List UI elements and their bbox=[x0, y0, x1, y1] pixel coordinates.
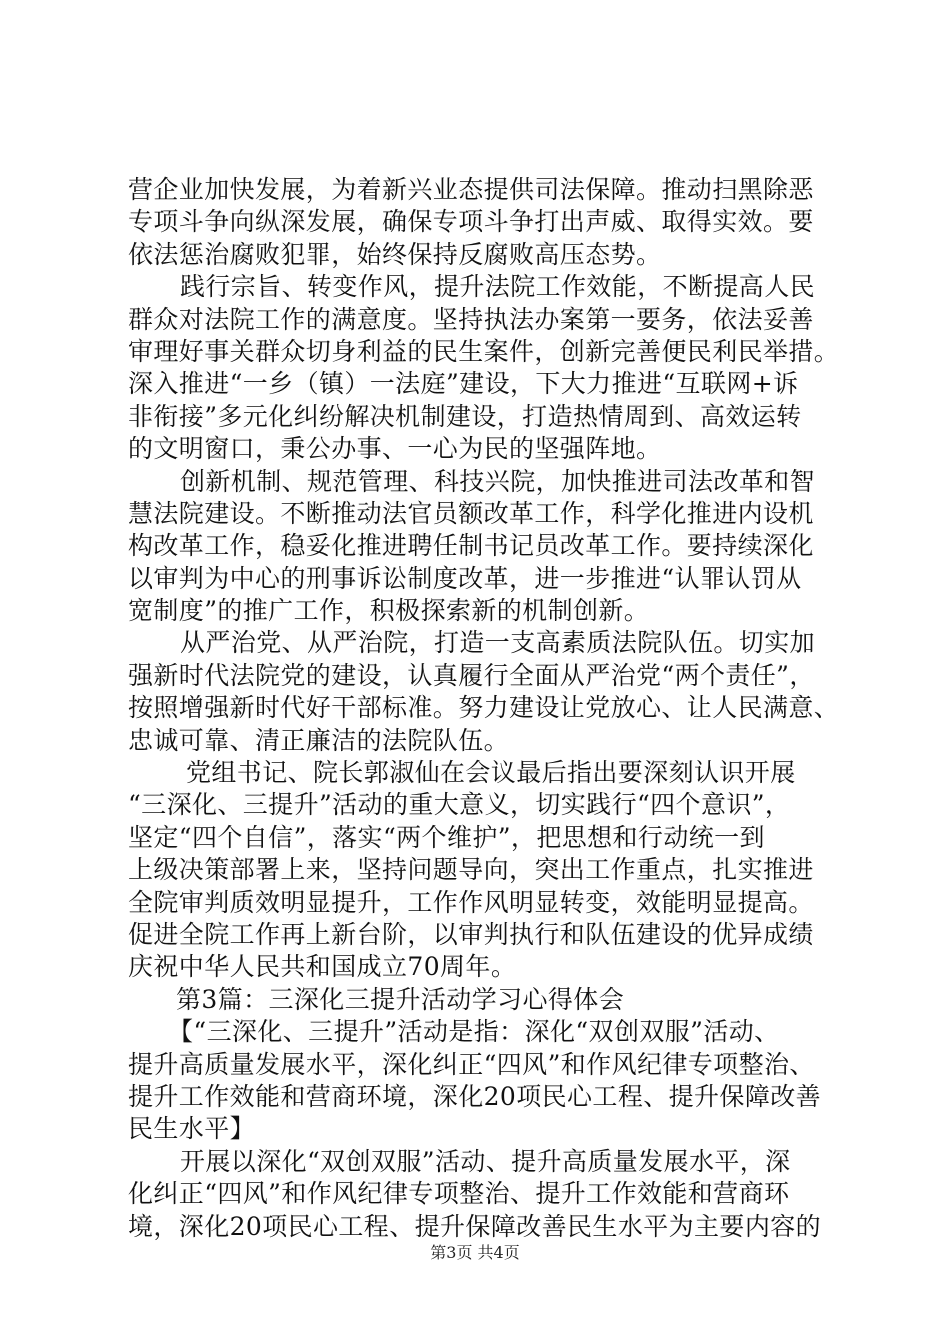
text-line: 依法惩治腐败犯罪，始终保持反腐败高压态势。 bbox=[128, 239, 662, 269]
page-footer: 第3页 共4页 bbox=[430, 1243, 520, 1262]
text-line: 的文明窗口，秉公办事、一心为民的坚强阵地。 bbox=[128, 434, 662, 464]
text-line: 坚定“四个自信”，落实“两个维护”，把思想和行动统一到 bbox=[128, 822, 765, 852]
text-line: 促进全院工作再上新台阶，以审判执行和队伍建设的优异成绩 bbox=[128, 919, 814, 949]
text-line: 专项斗争向纵深发展，确保专项斗争打出声威、取得实效。要 bbox=[128, 207, 814, 237]
text-line: “三深化、三提升”活动的重大意义，切实践行“四个意识”， bbox=[128, 790, 791, 820]
text-line: 忠诚可靠、清正廉洁的法院队伍。 bbox=[128, 725, 510, 755]
text-line: 践行宗旨、转变作风，提升法院工作效能，不断提高人民 bbox=[180, 272, 816, 302]
text-line: 提升工作效能和营商环境，深化20项民心工程、提升保障改善 bbox=[128, 1081, 822, 1111]
text-line: 以审判为中心的刑事诉讼制度改革，进一步推进“认罪认罚从 bbox=[128, 563, 802, 593]
text-line: 慧法院建设。不断推动法官员额改革工作，科学化推进内设机 bbox=[128, 498, 814, 528]
text-line: 非衔接”多元化纠纷解决机制建设，打造热情周到、高效运转 bbox=[128, 401, 802, 431]
text-line: 营企业加快发展，为着新兴业态提供司法保障。推动扫黑除恶 bbox=[128, 175, 814, 204]
text-line: 强新时代法院党的建设，认真履行全面从严治党“两个责任”， bbox=[128, 660, 815, 690]
text-line: 深入推进“一乡（镇）一法庭”建设，下大力推进“互联网+诉 bbox=[128, 369, 799, 399]
text-line: 开展以深化“双创双服”活动、提升高质量发展水平，深 bbox=[180, 1146, 791, 1176]
document-body bbox=[128, 174, 840, 1243]
text-line: 化纠正“四风”和作风纪律专项整治、提升工作效能和营商环 bbox=[128, 1179, 790, 1209]
text-line: 提升高质量发展水平，深化纠正“四风”和作风纪律专项整治、 bbox=[128, 1049, 815, 1079]
text-line: 民生水平】 bbox=[128, 1114, 256, 1144]
text-line: 创新机制、规范管理、科技兴院，加快推进司法改革和智 bbox=[180, 466, 816, 496]
text-line: 群众对法院工作的满意度。坚持执法办案第一要务，依法妥善 bbox=[128, 304, 814, 334]
text-line: 上级决策部署上来，坚持问题导向，突出工作重点，扎实推进 bbox=[128, 855, 814, 885]
text-line: 第3篇：三深化三提升活动学习心得体会 bbox=[176, 984, 625, 1014]
text-line: 宽制度”的推广工作，积极探索新的机制创新。 bbox=[128, 596, 650, 626]
text-line: 审理好事关群众切身利益的民生案件，创新完善便民利民举措。 bbox=[128, 336, 840, 366]
text-line: 构改革工作，稳妥化推进聘任制书记员改革工作。要持续深化 bbox=[128, 531, 814, 561]
text-line: 【“三深化、三提升”活动是指：深化“双创双服”活动、 bbox=[168, 1017, 780, 1047]
text-line: 党组书记、院长郭淑仙在会议最后指出要深刻认识开展 bbox=[186, 758, 796, 788]
text-line: 全院审判质效明显提升，工作作风明显转变，效能明显提高。 bbox=[128, 887, 814, 917]
text-line: 按照增强新时代好干部标准。努力建设让党放心、让人民满意、 bbox=[128, 693, 840, 723]
text-line: 从严治党、从严治院，打造一支高素质法院队伍。切实加 bbox=[180, 628, 816, 658]
text-line: 境，深化20项民心工程、提升保障改善民生水平为主要内容的 bbox=[128, 1211, 822, 1241]
text-line: 庆祝中华人民共和国成立70周年。 bbox=[128, 952, 517, 982]
